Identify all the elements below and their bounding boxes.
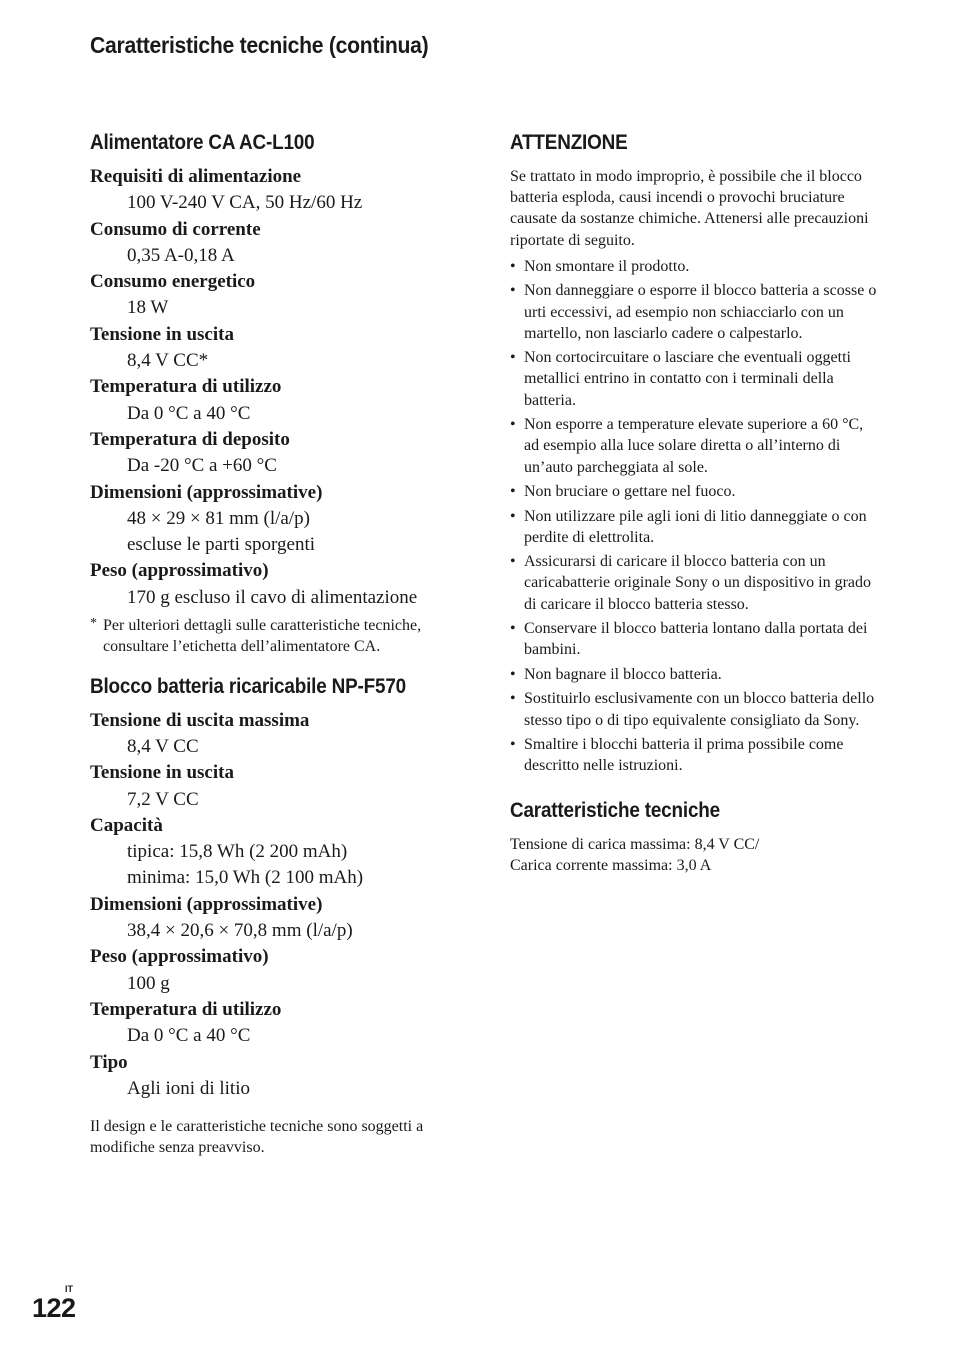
spec-value: Agli ioni di litio — [127, 1077, 250, 1099]
list-item — [510, 506, 880, 548]
precautions-list — [510, 256, 880, 777]
list-item-text: Sostituirlo esclusivamente con un blocco batteria dello stesso tipo o di tipo equivalente consigliato da Sony. — [524, 690, 875, 729]
spec-value: 8,4 V CC* — [127, 350, 209, 372]
spec-label: Dimensioni (approssimative) — [90, 481, 323, 503]
section-title-attention: ATTENZIONE — [510, 131, 628, 154]
list-item — [510, 481, 880, 502]
spec-value: 18 W — [127, 297, 169, 319]
page-number: 122 — [32, 1293, 76, 1323]
list-item — [510, 256, 880, 277]
bullet-icon: • — [510, 690, 516, 708]
bullet-icon: • — [510, 620, 516, 638]
spec-value: 38,4 × 20,6 × 70,8 mm (l/a/p) — [127, 920, 353, 942]
spec-value: Da 0 °C a 40 °C — [127, 402, 251, 424]
list-item-text: Non bruciare o gettare nel fuoco. — [524, 483, 736, 501]
list-item — [510, 347, 880, 411]
list-item-text: Smaltire i blocchi batteria il prima possibile come descritto nelle istruzioni. — [524, 736, 844, 775]
page-header-title: Caratteristiche tecniche (continua) — [90, 32, 429, 58]
spec-label: Peso (approssimativo) — [90, 560, 269, 582]
footnote-mark: * — [90, 616, 97, 632]
list-item — [510, 688, 880, 730]
attention-intro: Se trattato in modo improprio, è possibile che il blocco batteria esploda, causi incendi o provochi bruciature causate da sostanze chimiche. Attenersi alle precauzioni riportate di seguito. — [510, 168, 869, 249]
spec-label: Capacità — [90, 814, 163, 836]
charge-line-voltage: Tensione di carica massima: 8,4 V CC/ — [510, 835, 760, 853]
spec-value: 100 V-240 V CA, 50 Hz/60 Hz — [127, 192, 363, 214]
battery-spec-list — [90, 708, 462, 1102]
bullet-icon: • — [510, 257, 516, 275]
spec-value: minima: 15,0 Wh (2 100 mAh) — [127, 867, 364, 889]
spec-label: Requisiti di alimentazione — [90, 166, 302, 187]
ac-adapter-spec-list — [90, 164, 462, 611]
list-item — [510, 664, 880, 685]
footnote — [90, 615, 462, 658]
spec-value: 8,4 V CC — [127, 735, 199, 757]
bullet-icon: • — [510, 553, 516, 571]
spec-value: tipica: 15,8 Wh (2 200 mAh) — [127, 841, 348, 863]
disclaimer-text: Il design e le caratteristiche tecniche sono soggetti a modifiche senza preavviso. — [90, 1118, 424, 1157]
right-column — [510, 128, 880, 876]
spec-label: Consumo di corrente — [90, 218, 261, 240]
charger-specs — [510, 834, 880, 876]
list-item-text: Non cortocircuitare o lasciare che eventuali oggetti metallici entrino in contatto con i terminali della batteria. — [524, 349, 851, 409]
list-item-text: Non utilizzare pile agli ioni di litio danneggiate o con perdite di elettrolita. — [524, 507, 867, 546]
spec-label: Tensione in uscita — [90, 323, 234, 345]
bullet-icon: • — [510, 507, 516, 525]
section-title-specs: Caratteristiche tecniche — [510, 798, 720, 822]
spec-label: Temperatura di deposito — [90, 428, 290, 450]
footnote-text: Per ulteriori dettagli sulle caratteristiche tecniche, consultare l’etichetta dell’alimentatore CA. — [103, 617, 422, 656]
spec-value: escluse le parti sporgenti — [127, 534, 316, 556]
bullet-icon: • — [510, 736, 516, 754]
bullet-icon: • — [510, 483, 516, 501]
spec-label: Peso (approssimativo) — [90, 946, 269, 968]
list-item-text: Non danneggiare o esporre il blocco batteria a scosse o urti eccessivi, ad esempio non schiacciarlo con un martello, non lasciarlo cadere o calpestarlo. — [524, 282, 877, 342]
spec-value: 100 g — [127, 972, 170, 994]
list-item-text: Assicurarsi di caricare il blocco batteria con un caricabatterie originale Sony o un dispositivo in grado di caricare il blocco batteria stesso. — [524, 553, 872, 613]
spec-label: Dimensioni (approssimative) — [90, 893, 323, 915]
bullet-icon: • — [510, 665, 516, 683]
list-item — [510, 734, 880, 776]
list-item — [510, 280, 880, 344]
spec-label: Consumo energetico — [90, 271, 256, 293]
list-item — [510, 618, 880, 660]
bullet-icon: • — [510, 349, 516, 367]
list-item-text: Non esporre a temperature elevate superiore a 60 °C, ad esempio alla luce solare diretta o all’interno di un’auto parcheggiata al sole. — [524, 416, 864, 476]
page-number-block — [32, 1284, 76, 1324]
spec-value: 7,2 V CC — [127, 788, 199, 810]
spec-value: Da -20 °C a +60 °C — [127, 455, 277, 477]
spec-value: 170 g escluso il cavo di alimentazione — [127, 586, 418, 608]
spec-value: 48 × 29 × 81 mm (l/a/p) — [127, 507, 310, 529]
spec-value: Da 0 °C a 40 °C — [127, 1025, 251, 1047]
bullet-icon: • — [510, 282, 516, 300]
section-title-ac-adapter: Alimentatore CA AC-L100 — [90, 131, 315, 154]
spec-label: Tipo — [90, 1051, 128, 1073]
spec-label: Tensione di uscita massima — [90, 709, 310, 731]
left-column — [90, 128, 462, 1159]
section-title-battery: Blocco batteria ricaricabile NP-F570 — [90, 674, 407, 698]
list-item — [510, 414, 880, 478]
spec-label: Temperatura di utilizzo — [90, 998, 282, 1020]
language-code: IT — [65, 1284, 73, 1294]
bullet-icon: • — [510, 416, 516, 434]
charge-line-current: Carica corrente massima: 3,0 A — [510, 856, 712, 874]
list-item — [510, 551, 880, 615]
list-item-text: Conservare il blocco batteria lontano dalla portata dei bambini. — [524, 620, 868, 659]
list-item-text: Non smontare il prodotto. — [524, 257, 690, 275]
spec-label: Tensione in uscita — [90, 762, 234, 784]
spec-value: 0,35 A-0,18 A — [127, 244, 235, 266]
spec-label: Temperatura di utilizzo — [90, 376, 282, 398]
list-item-text: Non bagnare il blocco batteria. — [524, 665, 722, 683]
